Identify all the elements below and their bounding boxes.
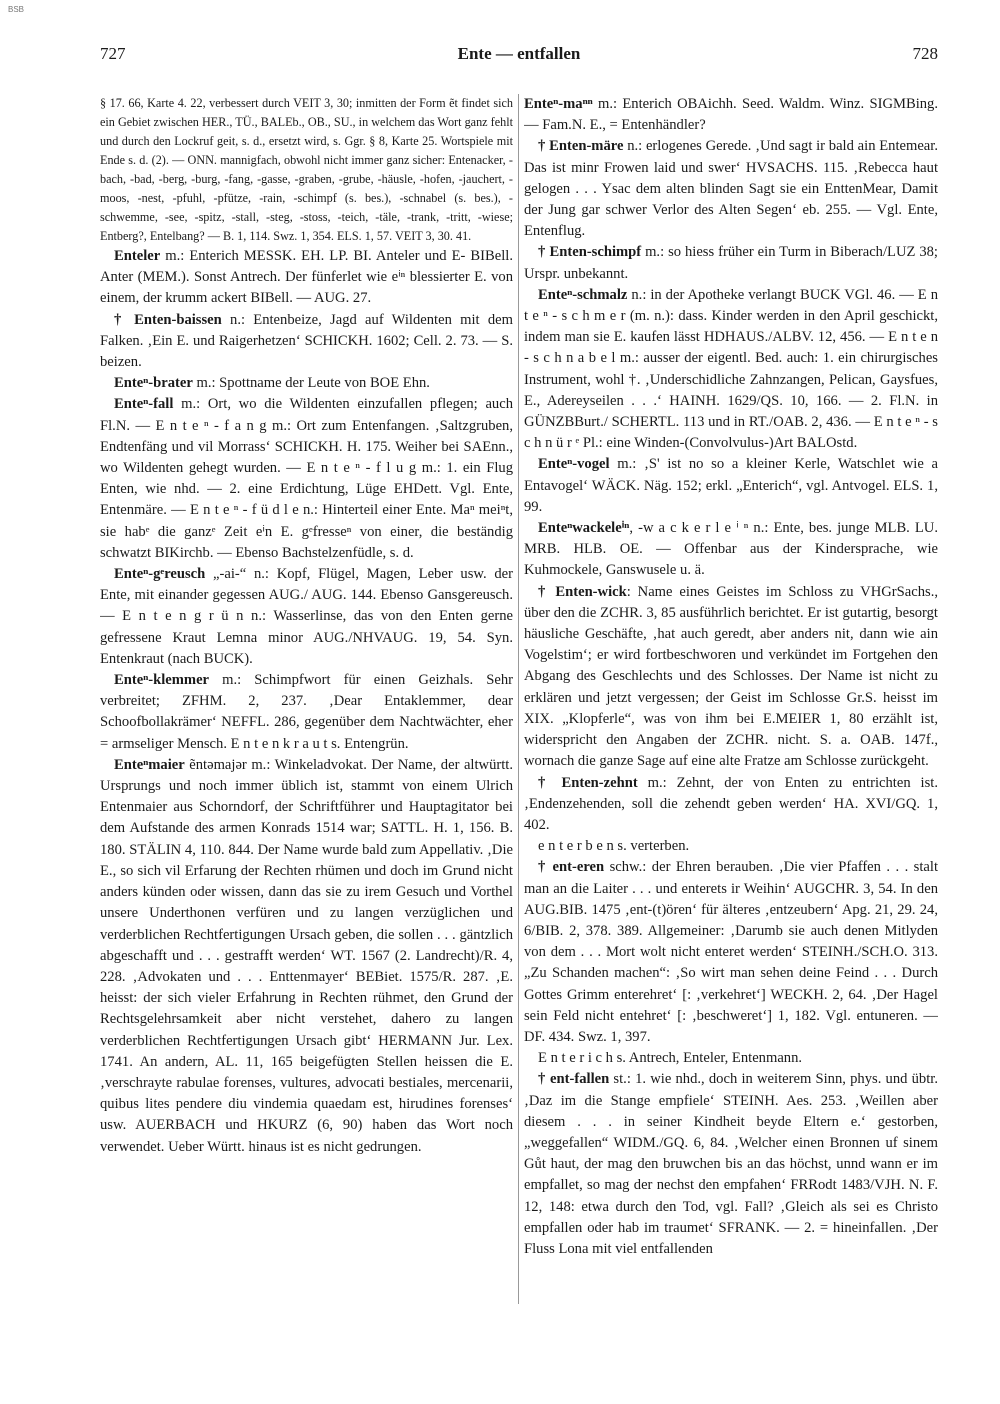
library-stamp: BSB (8, 5, 25, 14)
entry-body: m.: Enterich OBAichh. Seed. Waldm. Winz. SIGMBing. — Fam.N. E., = Entenhändler? (524, 96, 938, 134)
entry-body: m.: Enterich MESSK. EH. LP. BI. Anteler und E- BIBell. Anter (MEM.). Sonst Antrech. Der fünferlet wie eⁱⁿ blessierter E. von einem, der krumm ackert BIBell. — AUG. 27. (100, 248, 513, 307)
entry-headword: Enteⁿwackeleⁱⁿ (538, 520, 630, 537)
dictionary-entry (100, 394, 513, 564)
dictionary-entry (524, 285, 938, 455)
dictionary-entry (100, 564, 513, 670)
dictionary-entry (100, 246, 513, 310)
left-page-number: 727 (100, 44, 126, 63)
entry-headword: † Enten-schimpf (538, 244, 642, 261)
entry-body: m.: ‚S' ist no so a kleiner Kerle, Watschlet wie a Entavogel‘ WÄCK. Näg. 152; erkl. „Enterich“, vgl. Antvogel. ELS. 1, 99. (524, 456, 938, 515)
entry-headword: Enteⁿ-gᵉreusch (114, 566, 206, 583)
entry-headword: Enteⁿ-klemmer (114, 672, 210, 689)
dictionary-entry (524, 242, 938, 284)
column-divider (518, 94, 519, 1304)
entry-body: m.: Schimpfwort für einen Geizhals. Sehr verbreitet; ZFHM. 2, 237. ‚Dear Entaklemmer, dear Schoofbollakrämer‘ NEFFL. 286, gegenüber dem Nachtwächter, eher = armseliger Mensch. E n t e n k r a u t s. Entengrün. (100, 672, 513, 752)
entry-body: m.: so hiess früher ein Turm in Biberach/LUZ 38; Urspr. unbekannt. (524, 244, 938, 282)
dictionary-entry (524, 454, 938, 518)
dictionary-entry (100, 310, 513, 374)
dictionary-entry (524, 136, 938, 242)
left-column (100, 94, 513, 1384)
entry-body: ẽntəmajər m.: Winkeladvokat. Der Name, der altwürtt. Ursprungs und noch immer üblich ist, stammt von einem Ulrich Entenmaier aus Schorndorf, der Schriftführer und Hauptagitator bei dem Aufstande des armen Konrads 1514 war; SATTL. H. 1, 156. B. 180. STÄLIN 4, 110. 844. Der Name wurde bald zum Appellativ. ‚Die E., so sich vil Erfarung der Rechten rhümen und doch im Grund nicht anders künden oder wissen, dann das sie zu irem Gesuch und Vorthel unsere Underthonen verfüren und zu langen verzüglichen und verderblichen Rechtfertigungen Ursach geben, die sollen . . . gäntzlich abgeschafft und . . . gestrafft werden‘ WT. 1567 (2. Landrecht)/R. 4, 228. ‚Advokaten und . . . Enttenmayer‘ BEBiet. 1575/R. 287. ‚E. heisst: der sich vieler Erfahrung in Rechten rühmet, den Grund der Rechtsgelehrsamkeit aber nicht verstehet, dahero zu langen verderblichen Rechtfertigungen Ursach gibt‘ HERMANN Jur. Lex. 1741. An andern, AL. 11, 165 beigefügten Stellen heissen die E. ‚verschrayte rabulae forenses, vultures, advocati bestiales, mercenarii, quibus lites pendere diu vindemia quaedam est, hirudines forenses‘ usw. AUERBACH und HKURZ (6, 90) haben das Wort noch verwendet. Ueber Württ. hinaus ist es nicht gedrungen. (100, 756, 513, 1155)
entry-body: : Name eines Geistes im Schloss zu VHGrSachs., über den die ZCHR. 3, 85 ausführlich berichtet. Er ist gutartig, besorgt häusliche Geschäfte, ‚hat auch geredt, aber anders nit, dann wie ain Vogelstim‘; er wird fortbeschworen und verkündet im Fortgehen den Abgang des Geschlechts und des Schlosses. Der Name ist nicht zu erklären und jetzt vergessen; der Geist im Schlosse Gr.S. heisst im XIX. „Klopferle“, was von ihm bei E.MEIER 1, 80 erzählt ist, widerspricht den Angaben der ZCHR. nicht. S. a. OAB. 147f., wornach die ganze Sage auf eine alte Fratze am Schlosse zurückgeht. (524, 583, 938, 770)
dictionary-entry (524, 836, 938, 857)
dictionary-entry (524, 518, 938, 582)
entry-headword: † ent-fallen (538, 1071, 610, 1088)
right-column (524, 94, 938, 1384)
entry-headword: Enteler (114, 248, 161, 264)
entry-headword: † ent-eren (538, 859, 605, 876)
entry-headword: † Enten-baissen (114, 311, 222, 328)
entry-body: , -w a c k e r l e ⁱ ⁿ n.: Ente, bes. junge MLB. LU. MRB. HLB. OE. — Offenbar aus der Kindersprache, wie Kuhmockele, Ganswusele u. ä. (524, 520, 938, 579)
page-header (100, 44, 938, 74)
entry-headword: † Enten-zehnt (538, 774, 638, 791)
entry-body: m.: Spottname der Leute von BOE Ehn. (192, 375, 430, 392)
entry-body: n.: Entenbeize, Jagd auf Wildenten mit dem Falken. ‚Ein E. und Raigerhetzen‘ SCHICKH. 1602; Cell. 2. 73. — S. beizen. (100, 311, 513, 371)
entry-headword: Enteⁿ-fall (114, 396, 174, 413)
entry-headword: Enteⁿ-schmalz (538, 286, 628, 303)
entry-body: n.: in der Apotheke verlangt BUCK VGl. 46. — E n t e ⁿ - s c h m e r (m. n.): dass. Kinder werden in den April geschickt, indem man sie E. kaufen lässt HDHAUS./ALBV. 12, 456. — E n t e n - s c h n a b e l m.: ausser der eigentl. Bed. auch: 1. ein chirurgisches Instrument, wohl †. ‚Underschidliche Zahnzangen, Pelican, Gaysfues, E., Adereyseilen . . .‘ HAINH. 1629/QS. 10, 166. — 2. Fl.N. in GÜNZBBurt./ SCHERTL. 113 und in RT./OAB. 2, 436. — E n t e ⁿ - s c h n ü r ᵉ Pl.: eine Winden-(Convolvulus-)Art BALOstd. (524, 286, 938, 452)
entry-headword: Enteⁿ-brater (114, 375, 193, 392)
entry-headword: Enteⁿ-vogel (538, 456, 610, 473)
dictionary-entry (524, 857, 938, 1048)
entry-body: e n t e r b e n s. verterben. (538, 838, 690, 855)
dictionary-entry (524, 1048, 938, 1069)
entry-body: § 17. 66, Karte 4. 22, verbessert durch VEIT 3, 30; inmitten der Form ẽt findet sich ein Gebiet zwischen HER., TÜ., BALEb., OB., SU., in welchem das Wort ganz fehlt und durch den Lockruf geit, s. d., ersetzt wird, s. Ggr. § 8, Karte 25. Wortspiele mit Ende s. d. (2). — ONN. mannigfach, obwohl nicht immer ganz sicher: Entenacker, -bach, -bad, -berg, -burg, -fang, -gasse, -graben, -grube, -häusle, -hofen, -jauchert, -moos, -nest, -pfuhl, -pfütze, -rain, -schimpf (s. bes.), -schnabel (s. bes.), -schwemme, -see, -spitz, -stall, -steg, -stoss, -teich, -täle, -trank, -tritt, -wiese; Entberg?, Entelbang? — B. 1, 114. Swz. 1, 354. ELS. 1, 57. VEIT 3, 30. 41. (100, 96, 513, 243)
dictionary-entry (524, 1069, 938, 1260)
entry-body: st.: 1. wie nhd., doch in weiterem Sinn, phys. und übtr. ‚Daz im die Stange empfiele‘ STEINH. Aes. 253. ‚Weillen aber diesem . . . in seiner Kindheit beyde Eltern e.‘ gestorben, „weggefallen“ WIDM./GQ. 6, 84. ‚Welcher einen Bronnen uf sinem Gůt haut, der mag den bruwchen bis an das höchst, unnd wann er im empfallet, so mag der nechst den empfahen‘ FRRodt 1483/VJH. N. F. 12, 148: etwa durch den Tod, vgl. Fall? ‚Gleich als sei es Christo empfallen oder hab im traumet‘ SFRANK. — 2. = hineinfallen. ‚Der Fluss Lona mit viel entfallenden (524, 1071, 938, 1257)
entry-headword: Enteⁿmaier (114, 756, 185, 773)
entry-body: schw.: der Ehren berauben. ‚Die vier Pfaffen . . . stalt man an die Laiter . . . und enterets ir Weihin‘ AUGCHR. 3, 54. In den AUG.BIB. 1475 ‚ent-(t)ören‘ für älteres ‚entzeubern‘ Apg. 21, 29. 24, 6/BIB. 2, 378. 389. Allgemeiner: ‚Darumb sie auch denen Mitlyden von dem . . . Mort wolt nicht enteret werden‘ STEINH./SCH.O. 313. „Zu Schanden machen“: ‚So wirt man sehen deine Feind . . . Durch Gottes Grimm enterehret‘ [: ‚verkehret‘] WECKH. 2, 64. ‚Der Hagel sein Feld nicht entehret‘ [: ‚beschweret‘] 1, 182. Vgl. entuneren. — DF. 434. Swz. 1, 397. (524, 859, 938, 1045)
running-title: Ente — entfallen (457, 44, 581, 63)
entry-headword: † Enten-wick (538, 583, 627, 600)
dictionary-entry (100, 94, 513, 246)
dictionary-entry (524, 94, 938, 136)
entry-headword: † Enten-märe (538, 138, 624, 155)
entry-headword: Enteⁿ-maⁿⁿ (524, 96, 593, 112)
entry-body: E n t e r i c h s. Antrech, Enteler, Entenmann. (538, 1050, 803, 1067)
entry-body: „-ai-“ n.: Kopf, Flügel, Magen, Leber usw. der Ente, mit einander gegessen AUG./ AUG. 144. Ebenso Gansgereusch. — E n t e n g r ü n n.: Wasserlinse, das von den Enten gerne gefressene Kraut Lemna minor AUG./NHVAUG. 19, 54. Syn. Entenkraut (nach BUCK). (100, 566, 513, 667)
right-page-number: 728 (912, 44, 938, 63)
dictionary-entry (100, 373, 513, 394)
dictionary-entry (100, 755, 513, 1158)
entry-body: m.: Ort, wo die Wildenten einzufallen pflegen; auch Fl.N. — E n t e ⁿ - f a n g m.: Ort zum Entenfangen. ‚Saltzgruben, Endtenfäng und vil Morrass‘ SCHICKH. H. 175. Weiher bei SAEnn., wo Wildenten gehegt wurden. — E n t e ⁿ - f l u g m.: 1. ein Flug Enten, wie nhd. — 2. eine Erdichtung, Lüge EHDett. Vgl. Ente, Entenmäre. — E n t e ⁿ - f ü d l e n.: Hinterteil einer Ente. Maⁿ meiⁿt, sie habᵉ die ganzᵉ Zeit eⁱn E. gᵉfresseⁿ von einer, die beständig schwatzt BIKirchb. — Ebenso Bachstelzenfüdle, s. d. (100, 396, 513, 561)
dictionary-entry (100, 670, 513, 755)
entry-body: n.: erlogenes Gerede. ‚Und sagt ir bald ain Entemear. Das ist minr Frowen laid und swer‘ HVSACHS. 115. ‚Rebecca haut gelogen . . . Ysac dem alten blinden Sagt sie ein EnttenMear, Damit der Jung gar schwer Verlor des Alten Segen‘ eb. 255. — Vgl. Ente, Entenflug. (524, 138, 938, 240)
entry-body: m.: Zehnt, der von Enten zu entrichten ist. ‚Endenzehenden, soll die zehendt geben werden‘ HA. XVI/GQ. 1, 402. (524, 774, 938, 833)
dictionary-entry (524, 582, 938, 773)
dictionary-entry (524, 773, 938, 837)
